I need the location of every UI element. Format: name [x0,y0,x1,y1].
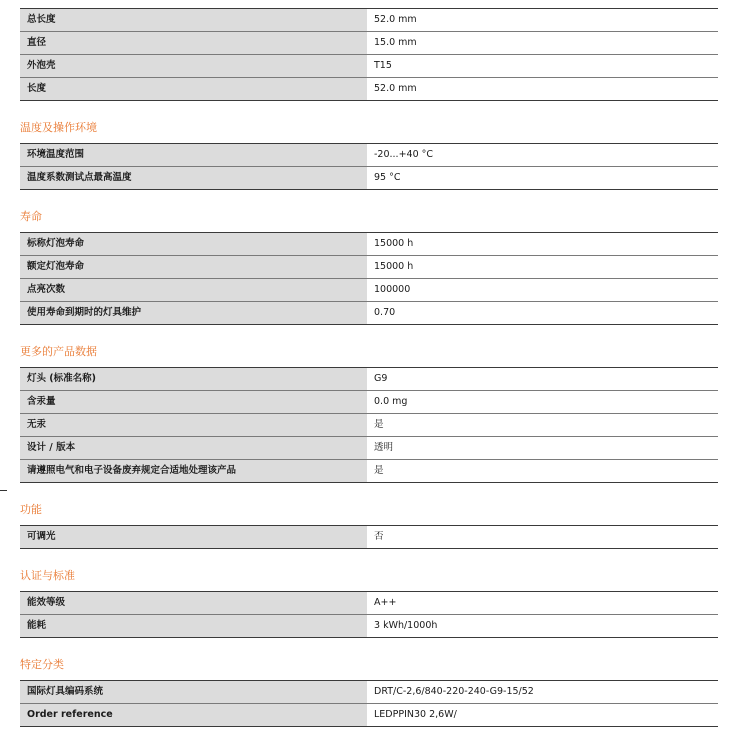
spec-label: 能效等级 [20,592,367,615]
spec-label: 总长度 [20,9,367,32]
table-row [20,368,718,391]
section-product-data [20,343,718,483]
spec-label: 使用寿命到期时的灯具维护 [20,302,367,325]
section-dimensions [20,8,718,101]
table-row [20,460,718,483]
spec-value: 95 °C [367,167,718,190]
spec-value: 0.0 mg [367,391,718,414]
section-title: 特定分类 [20,658,64,671]
spec-sheet [20,8,718,727]
spec-value: 15000 h [367,233,718,256]
spec-label: Order reference [20,704,367,727]
section-title: 温度及操作环境 [20,121,97,134]
spec-value: 否 [367,526,718,549]
spec-value: A++ [367,592,718,615]
section-title: 寿命 [20,210,42,223]
spec-label: 含汞量 [20,391,367,414]
spec-value: DRT/C-2,6/840-220-240-G9-15/52 [367,681,718,704]
spec-label: 环境温度范围 [20,144,367,167]
table-row [20,233,718,256]
table-row [20,414,718,437]
table-row [20,279,718,302]
spec-table-lifetime [20,232,718,325]
section-temperature [20,119,718,190]
spec-value: -20...+40 °C [367,144,718,167]
spec-table-dimensions [20,8,718,101]
section-classification [20,656,718,727]
spec-value: LEDPPIN30 2,6W/ [367,704,718,727]
spec-label: 设计 / 版本 [20,437,367,460]
table-row [20,9,718,32]
section-title: 更多的产品数据 [20,345,97,358]
section-function [20,501,718,549]
spec-label: 温度系数测试点最高温度 [20,167,367,190]
spec-value: G9 [367,368,718,391]
section-title: 功能 [20,503,42,516]
table-row [20,78,718,101]
spec-label: 无汞 [20,414,367,437]
spec-label: 外泡壳 [20,55,367,78]
spec-table-product-data [20,367,718,483]
table-row [20,526,718,549]
table-row [20,167,718,190]
spec-label: 点亮次数 [20,279,367,302]
spec-value: 100000 [367,279,718,302]
spec-label: 可调光 [20,526,367,549]
spec-value: 15.0 mm [367,32,718,55]
table-row [20,144,718,167]
table-row [20,256,718,279]
spec-value: 52.0 mm [367,9,718,32]
spec-label: 能耗 [20,615,367,638]
spec-label: 标称灯泡寿命 [20,233,367,256]
table-row [20,681,718,704]
spec-label: 灯头 (标准名称) [20,368,367,391]
table-row [20,615,718,638]
spec-label: 直径 [20,32,367,55]
spec-value: 3 kWh/1000h [367,615,718,638]
spec-table-function [20,525,718,549]
section-lifetime [20,208,718,325]
spec-label: 长度 [20,78,367,101]
table-row [20,592,718,615]
spec-value: 15000 h [367,256,718,279]
spec-table-certification [20,591,718,638]
spec-value: T15 [367,55,718,78]
spec-value: 是 [367,414,718,437]
spec-label: 请遵照电气和电子设备废弃规定合适地处理该产品 [20,460,367,483]
section-certification [20,567,718,638]
spec-label: 额定灯泡寿命 [20,256,367,279]
spec-value: 0.70 [367,302,718,325]
spec-table-temperature [20,143,718,190]
spec-label: 国际灯具编码系统 [20,681,367,704]
table-row [20,32,718,55]
spec-value: 52.0 mm [367,78,718,101]
table-row [20,391,718,414]
spec-table-classification [20,680,718,727]
spec-value: 透明 [367,437,718,460]
section-title: 认证与标准 [20,569,75,582]
margin-tick [0,490,7,491]
table-row [20,302,718,325]
table-row [20,55,718,78]
table-row [20,437,718,460]
table-row [20,704,718,727]
spec-value: 是 [367,460,718,483]
